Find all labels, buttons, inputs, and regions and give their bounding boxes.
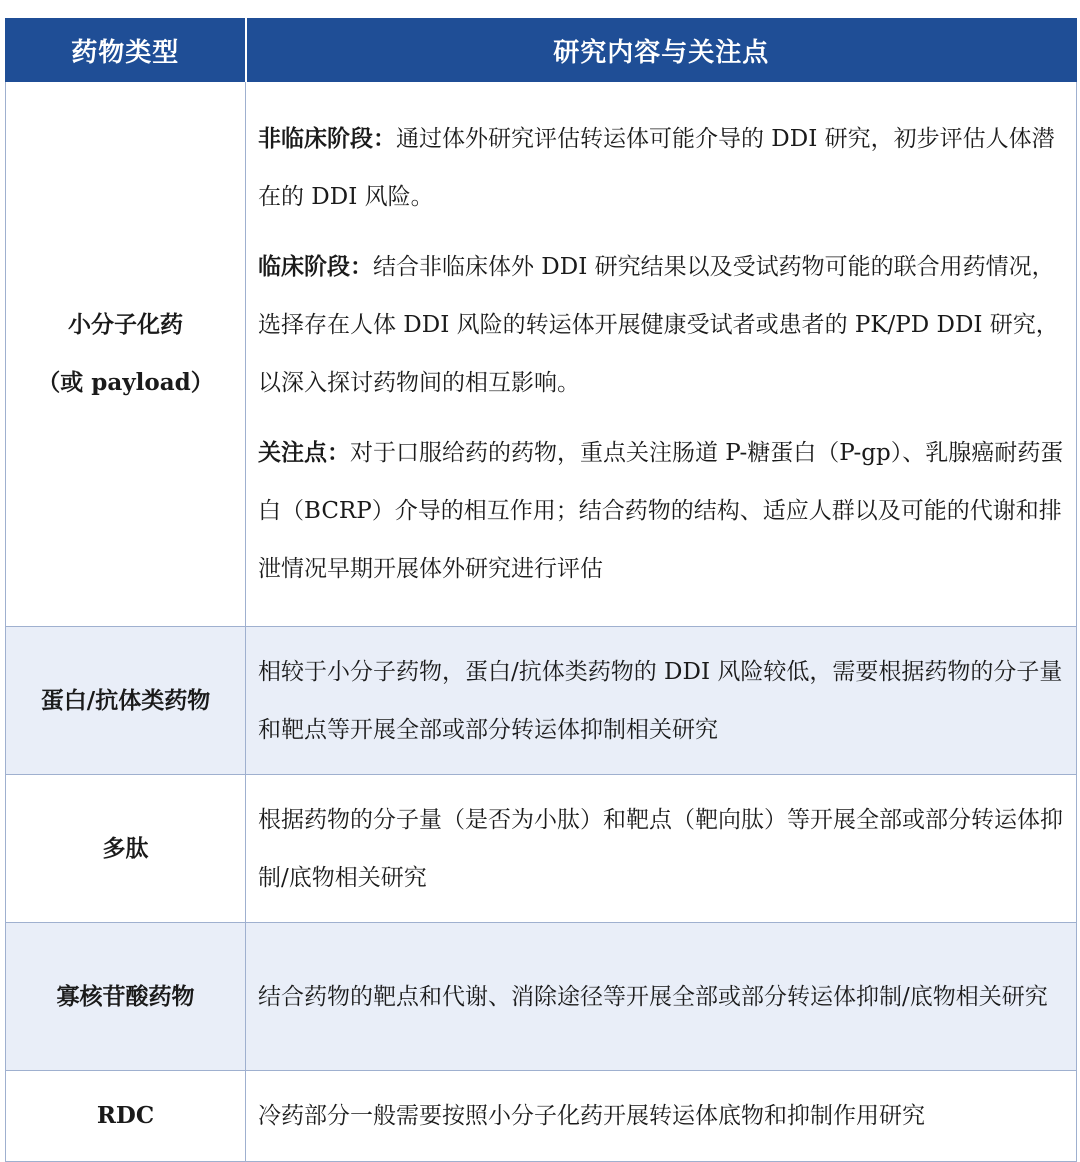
table-row [6,627,1077,775]
table-row [6,923,1077,1071]
table-header-row [6,19,1077,82]
paragraph-label: 临床阶段： [258,253,373,280]
drug-type-line2: （或 payload） [37,369,214,396]
drug-type-cell: 寡核苷酸药物 [6,923,246,1071]
header-study-content: 研究内容与关注点 [246,19,1077,82]
study-content-cell: 冷药部分一般需要按照小分子化药开展转运体底物和抑制作用研究 [246,1071,1077,1162]
drug-type-line1: 小分子化药 [68,311,183,338]
header-drug-type: 药物类型 [6,19,246,82]
paragraph-text: 对于口服给药的药物，重点关注肠道 P-糖蛋白（P-gp）、乳腺癌耐药蛋白（BCRP）介导的相互作用；结合药物的结构、适应人群以及可能的代谢和排泄情况早期开展体外研究进行评估 [258,440,1064,582]
table-row [6,1071,1077,1162]
paragraph-focus [258,424,1066,598]
study-content-cell: 根据药物的分子量（是否为小肽）和靶点（靶向肽）等开展全部或部分转运体抑制/底物相关研究 [246,775,1077,923]
paragraph-text: 通过体外研究评估转运体可能介导的 DDI 研究，初步评估人体潜在的 DDI 风险。 [258,126,1055,210]
drug-type-cell: 多肽 [6,775,246,923]
study-content-cell: 结合药物的靶点和代谢、消除途径等开展全部或部分转运体抑制/底物相关研究 [246,923,1077,1071]
paragraph-text: 结合非临床体外 DDI 研究结果以及受试药物可能的联合用药情况，选择存在人体 DDI 风险的转运体开展健康受试者或患者的 PK/PD DDI 研究，以深入探讨药物间的相互影响。 [258,254,1059,396]
paragraph-label: 关注点： [258,439,350,466]
paragraph-nonclinical [258,110,1066,226]
study-content-cell: 相较于小分子药物，蛋白/抗体类药物的 DDI 风险较低，需要根据药物的分子量和靶点等开展全部或部分转运体抑制相关研究 [246,627,1077,775]
drug-type-cell: 蛋白/抗体类药物 [6,627,246,775]
table-row [6,775,1077,923]
ddi-study-table [5,18,1077,1162]
drug-type-cell: RDC [6,1071,246,1162]
study-content-cell [246,82,1077,627]
paragraph-clinical [258,238,1066,412]
paragraph-label: 非临床阶段： [258,125,396,152]
table-row [6,82,1077,627]
drug-type-cell [6,82,246,627]
